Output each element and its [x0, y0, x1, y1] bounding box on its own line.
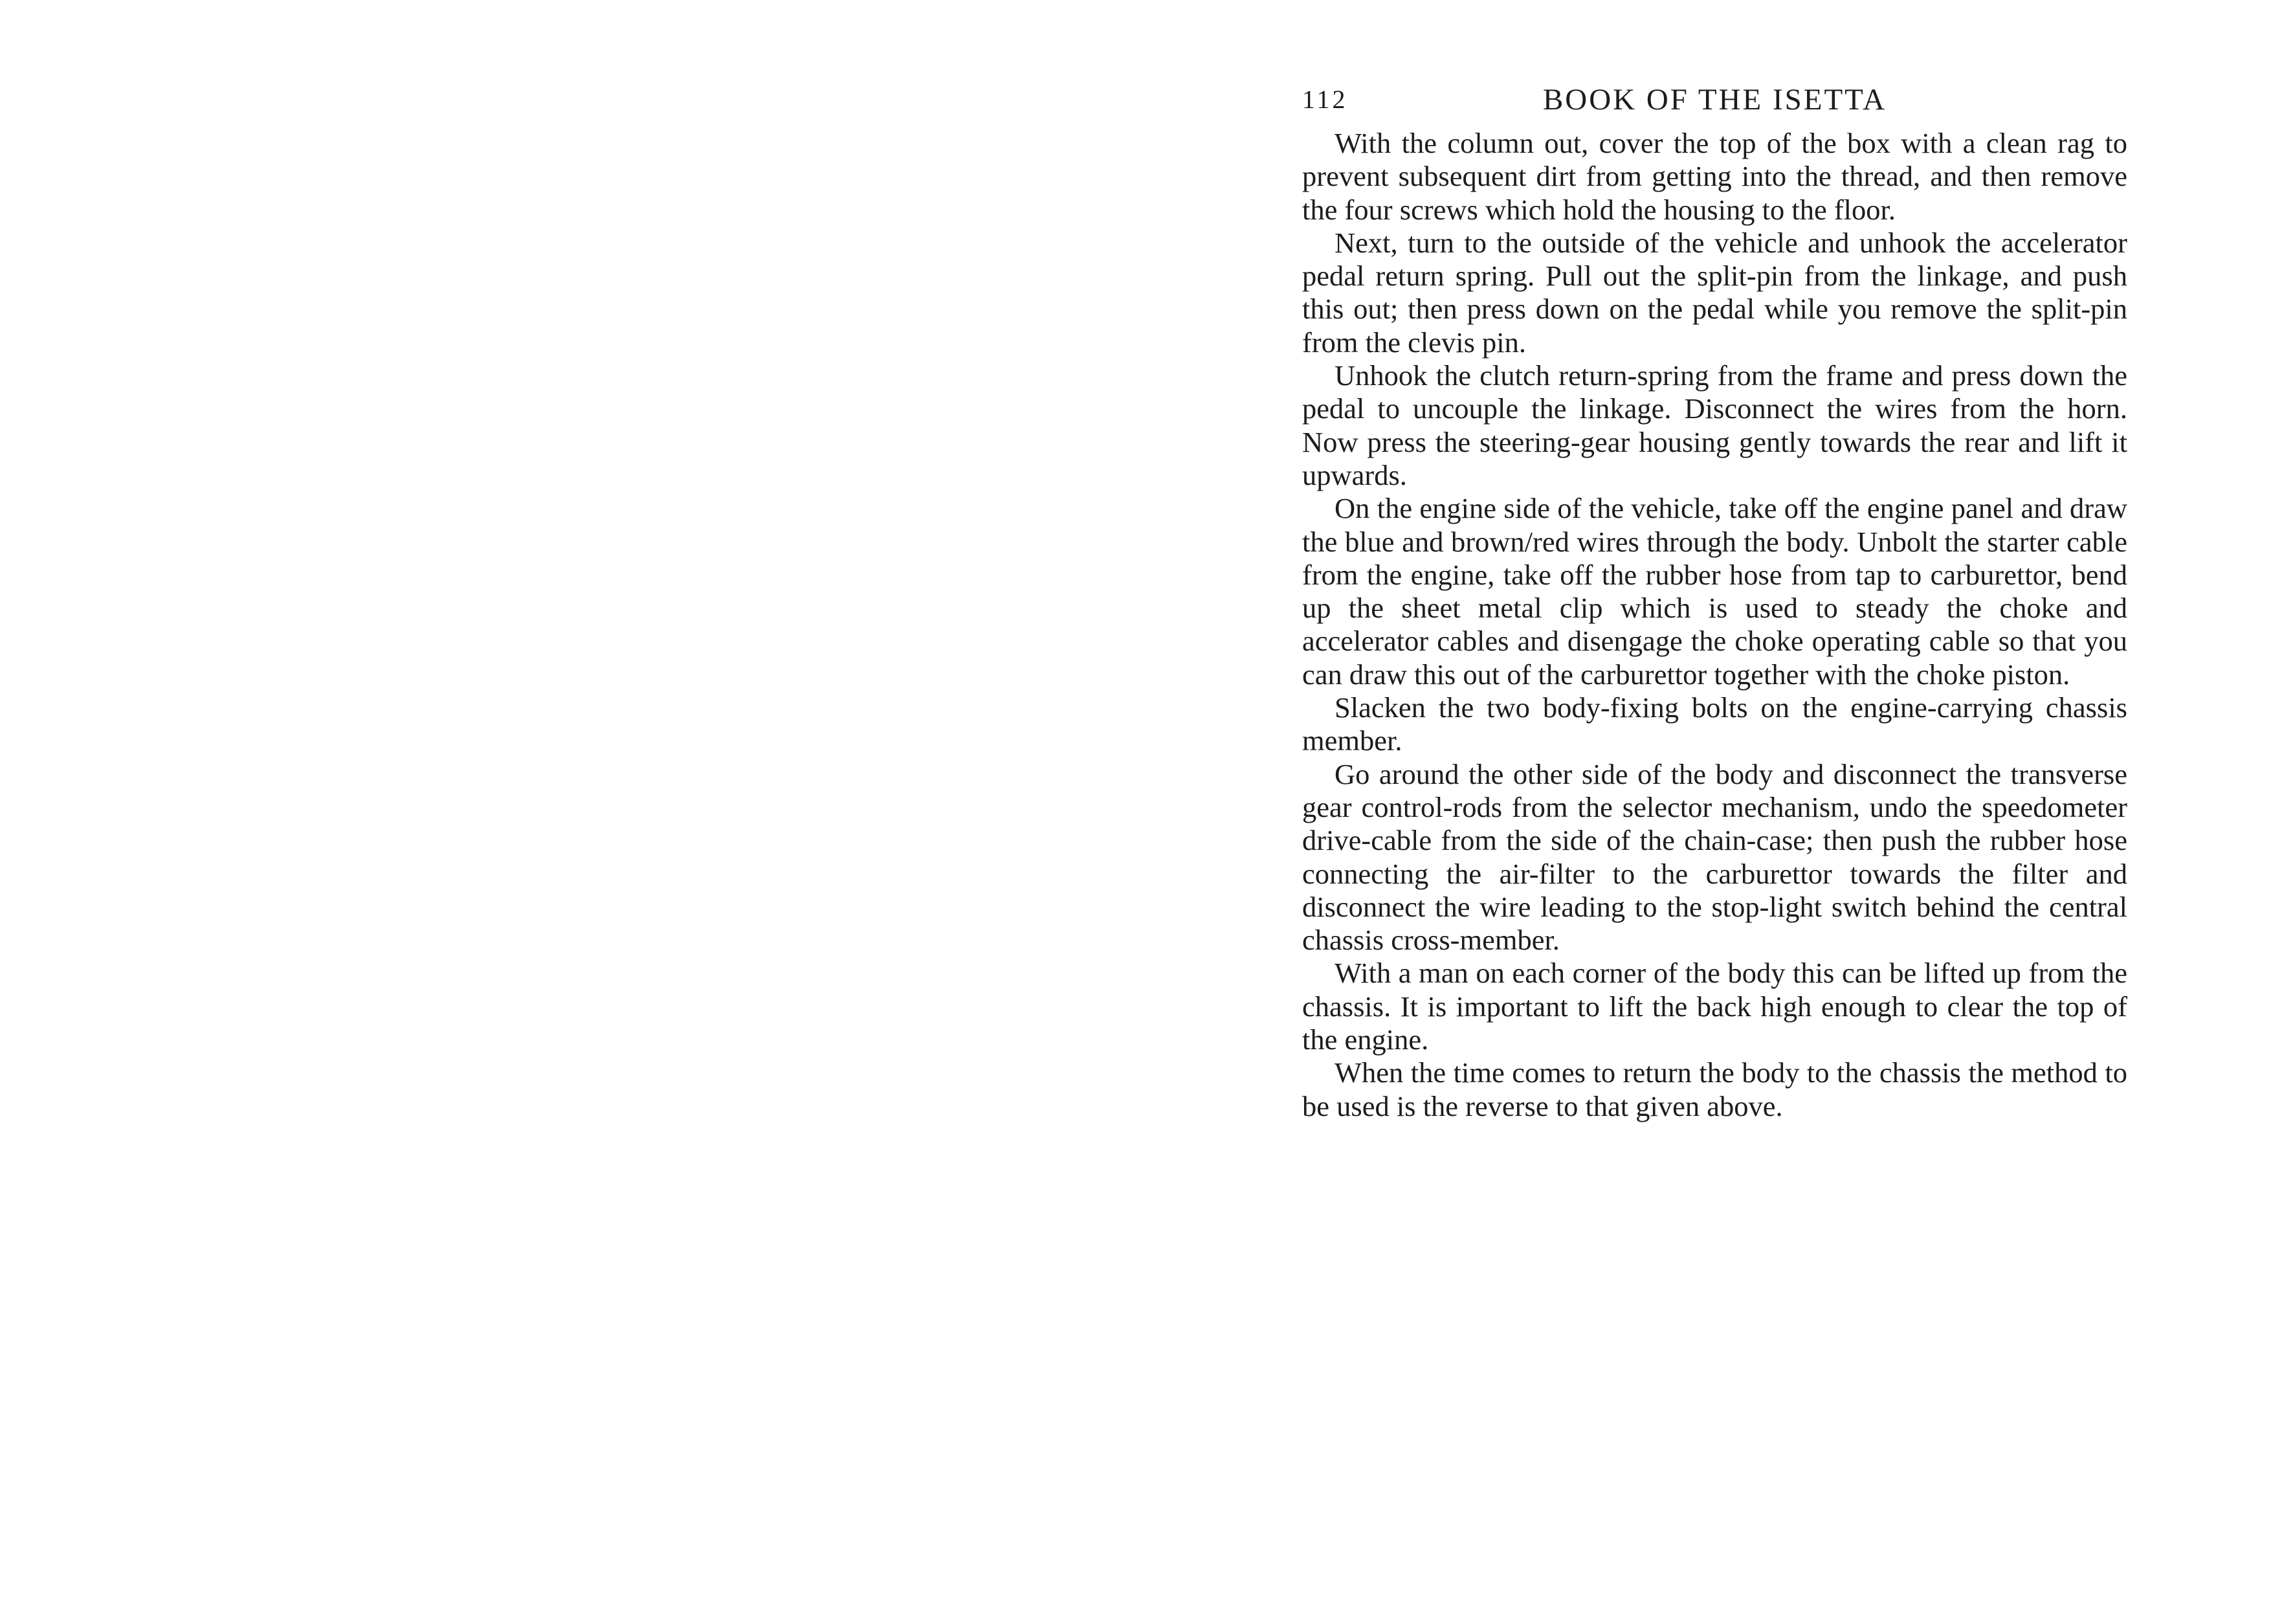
paragraph-engine-side: On the engine side of the vehicle, take off the engine panel and draw the blue and brown/red wires through the body. Unbolt the starter cable from the engine, take off the rubber hose from tap to carburettor, bend up the sheet metal clip which is used to steady the choke and accelerator cables and disengage the choke operating cable so that you can draw this out of the carburettor together with the choke piston.: [1302, 492, 2127, 691]
paragraph-body-bolts: Slacken the two body-fixing bolts on the engine-carrying chassis member.: [1302, 691, 2127, 757]
running-head: [1302, 80, 2127, 119]
paragraph-lift-body: With a man on each corner of the body this can be lifted up from the chassis. It is important to lift the back high enough to clear the top of the engine.: [1302, 957, 2127, 1056]
paragraph-column-removal: With the column out, cover the top of the box with a clean rag to prevent subsequent dirt from getting into the thread, and then remove the four screws which hold the housing to the floor.: [1302, 127, 2127, 226]
body-text: [1302, 127, 2127, 1123]
right-page: [1146, 0, 2293, 1624]
paragraph-clutch-spring: Unhook the clutch return-spring from the frame and press down the pedal to uncouple the linkage. Disconnect the wires from the horn. Now press the steering-gear housing gently towards the rear and lift it upwards.: [1302, 359, 2127, 491]
page-text-block: [1302, 80, 2127, 1123]
paragraph-other-side: Go around the other side of the body and disconnect the transverse gear control-rods from the selector mechanism, undo the speedometer drive-cable from the side of the chain-case; then push the rubber hose connecting the air-filter to the carburettor towards the filter and disconnect the wire leading to the stop-light switch behind the central chassis cross-member.: [1302, 757, 2127, 957]
paragraph-reassembly: When the time comes to return the body to the chassis the method to be used is the reverse to that given above.: [1302, 1056, 2127, 1122]
blank-left-page: [0, 0, 1146, 1624]
page-number: 112: [1302, 85, 1348, 114]
book-title: BOOK OF THE ISETTA: [1542, 83, 1887, 117]
paragraph-accelerator-spring: Next, turn to the outside of the vehicle and unhook the accelerator pedal return spring. Pull out the split-pin from the linkage, and push this out; then press down on the pedal while you remove the split-pin from the clevis pin.: [1302, 226, 2127, 359]
